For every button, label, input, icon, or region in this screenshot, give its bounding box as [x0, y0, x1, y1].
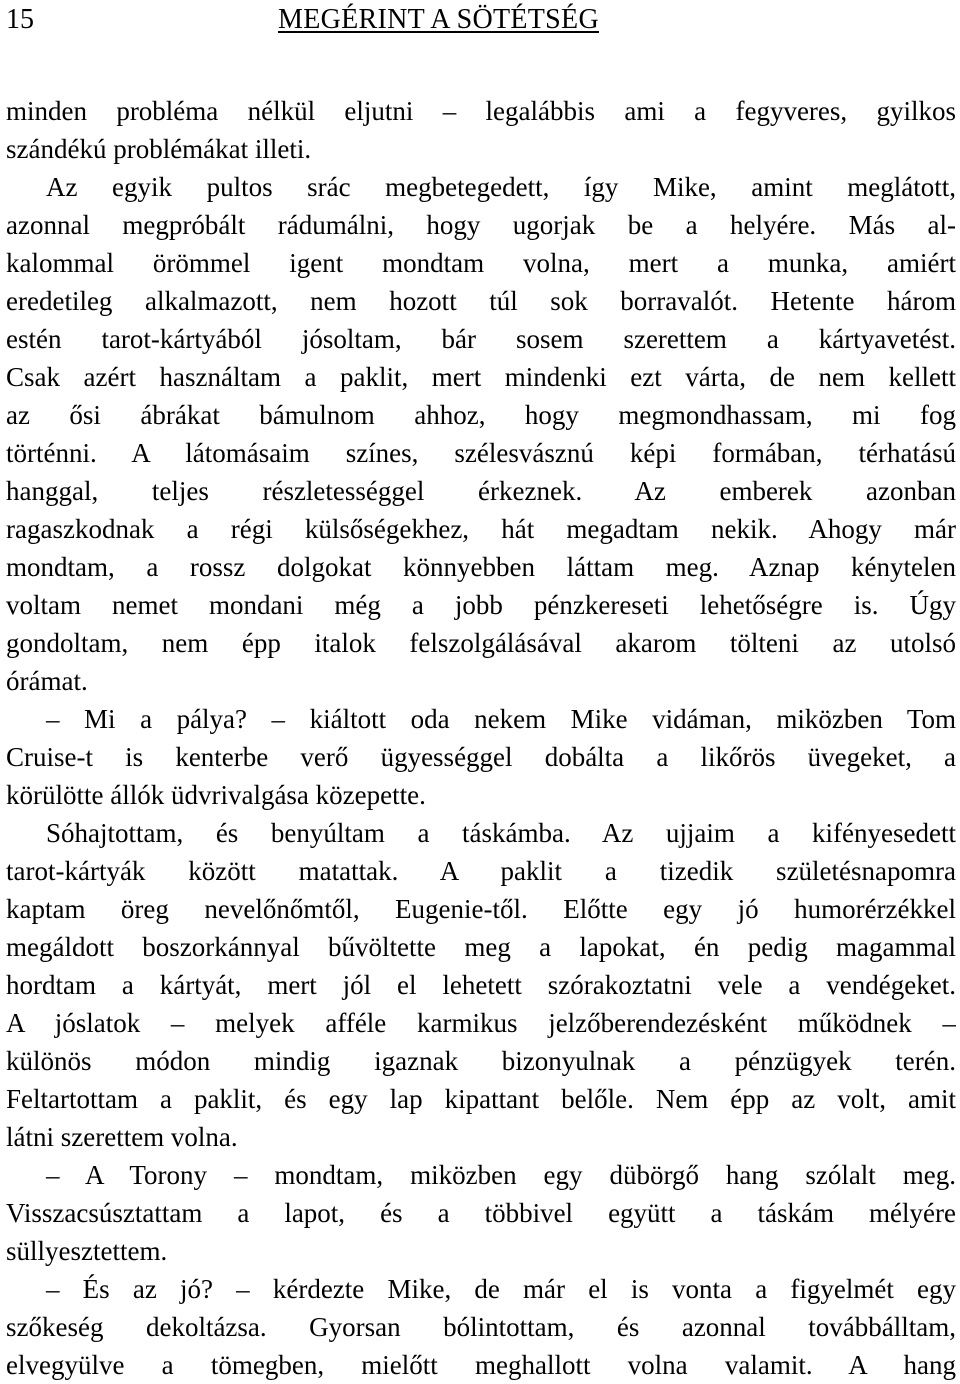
page-number: 15: [6, 4, 34, 35]
text-line: A jóslatok – melyek afféle karmikus jelzőberendezésként működnek –: [6, 1008, 956, 1038]
text-line: eredetileg alkalmazott, nem hozott túl sok borravalót. Hetente három: [6, 286, 956, 316]
text-line: órámat.: [6, 666, 88, 696]
text-line: voltam nemet mondani még a jobb pénzkereseti lehetőségre is. Úgy: [6, 590, 956, 620]
text-line: azonnal megpróbált rádumálni, hogy ugorjak be a helyére. Más al-: [6, 210, 956, 240]
text-line: hanggal, teljes részletességgel érkeznek. Az emberek azonban: [6, 476, 956, 506]
text-line: különös módon mindig igaznak bizonyulnak a pénzügyek terén.: [6, 1046, 956, 1076]
text-line: kaptam öreg nevelőnőmtől, Eugenie-től. Előtte egy jó humorérzékkel: [6, 894, 956, 924]
text-line: Az egyik pultos srác megbetegedett, így Mike, amint meglátott,: [46, 172, 956, 202]
text-line: szőkeség dekoltázsa. Gyorsan bólintottam, és azonnal továbbálltam,: [6, 1312, 956, 1342]
text-line: Feltartottam a paklit, és egy lap kipattant belőle. Nem épp az volt, amit: [6, 1084, 956, 1114]
text-line: megáldott boszorkánnyal bűvöltette meg a lapokat, én pedig magammal: [6, 932, 956, 962]
page-header: [6, 0, 956, 44]
text-line: az ősi ábrákat bámulnom ahhoz, hogy megmondhassam, mi fog: [6, 400, 956, 430]
body-text: [6, 92, 956, 1384]
text-line: gondoltam, nem épp italok felszolgálásával akarom tölteni az utolsó: [6, 628, 956, 658]
book-page: [6, 0, 956, 1384]
text-line: Visszacsúsztattam a lapot, és a többivel együtt a táskám mélyére: [6, 1198, 956, 1228]
text-line: minden probléma nélkül eljutni – legalábbis ami a fegyveres, gyilkos: [6, 96, 956, 126]
text-line: tarot-kártyák között matattak. A paklit a tizedik születésnapomra: [6, 856, 956, 886]
text-line: elvegyülve a tömegben, mielőtt meghallott volna valamit. A hang: [6, 1350, 956, 1380]
running-title: MEGÉRINT A SÖTÉTSÉG: [278, 4, 599, 35]
text-line: – És az jó? – kérdezte Mike, de már el is vonta a figyelmét egy: [46, 1274, 956, 1304]
text-line: Sóhajtottam, és benyúltam a táskámba. Az ujjaim a kifényesedett: [46, 818, 956, 848]
text-line: Cruise-t is kenterbe verő ügyességgel dobálta a likőrös üvegeket, a: [6, 742, 956, 772]
text-line: történni. A látomásaim színes, szélesvásznú képi formában, térhatású: [6, 438, 956, 468]
text-line: mondtam, a rossz dolgokat könnyebben láttam meg. Aznap kénytelen: [6, 552, 956, 582]
text-line: szándékú problémákat illeti.: [6, 134, 312, 164]
text-line: ragaszkodnak a régi külsőségekhez, hát megadtam nekik. Ahogy már: [6, 514, 956, 544]
text-line: süllyesztettem.: [6, 1236, 168, 1266]
text-line: Csak azért használtam a paklit, mert mindenki ezt várta, de nem kellett: [6, 362, 956, 392]
text-line: – Mi a pálya? – kiáltott oda nekem Mike vidáman, miközben Tom: [46, 704, 956, 734]
text-line: estén tarot-kártyából jósoltam, bár sosem szerettem a kártyavetést.: [6, 324, 956, 354]
text-line: hordtam a kártyát, mert jól el lehetett szórakoztatni vele a vendégeket.: [6, 970, 956, 1000]
text-line: kalommal örömmel igent mondtam volna, mert a munka, amiért: [6, 248, 956, 278]
text-line: körülötte állók üdvrivalgása közepette.: [6, 780, 426, 810]
text-line: látni szerettem volna.: [6, 1122, 238, 1152]
text-line: – A Torony – mondtam, miközben egy dübörgő hang szólalt meg.: [46, 1160, 956, 1190]
